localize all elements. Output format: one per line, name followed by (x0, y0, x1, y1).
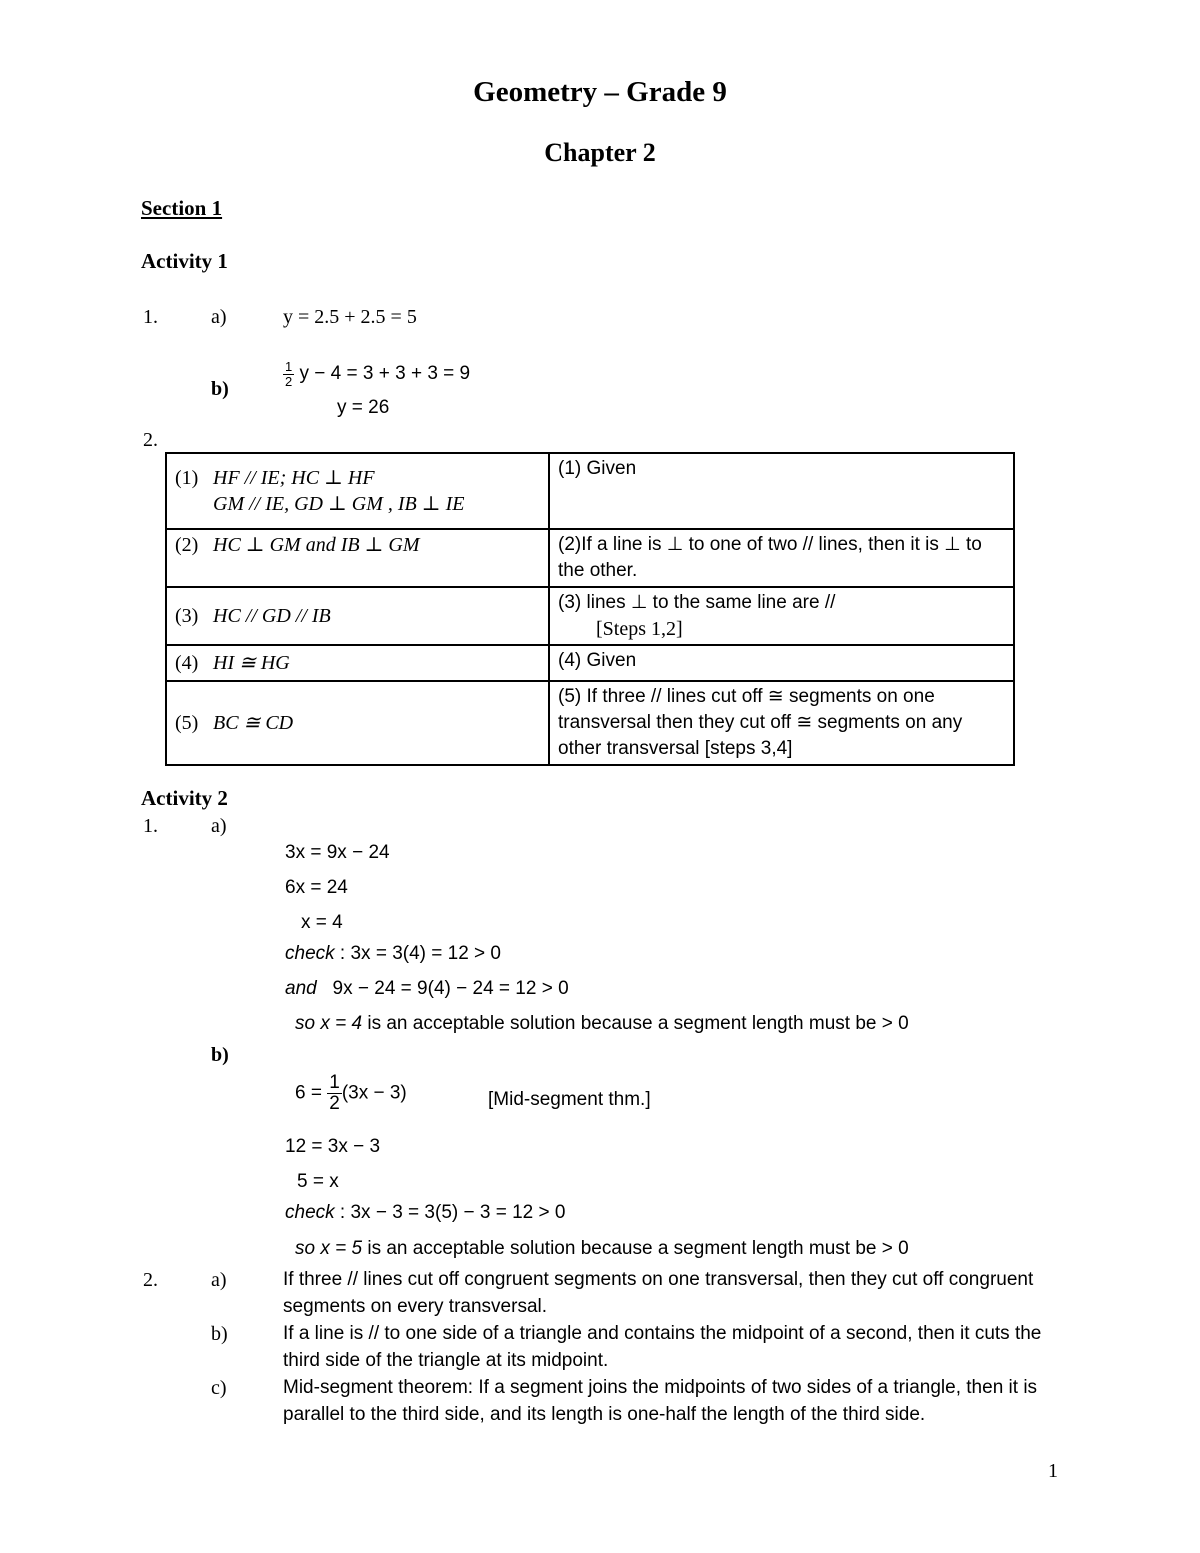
activity1-heading: Activity 1 (141, 249, 228, 273)
a1-q1-b-equation1: $\frac{1}{2}$ y − 4 = 3 + 3 + 3 = 9 (285, 359, 471, 389)
a2-q2-a-label: a) (211, 1269, 227, 1291)
a2-q2-a-text: If three // lines cut off congruent segments on one transversal, then they cut off congruent segments on every transversal. (283, 1269, 1034, 1317)
a2-q2-number: 2. (143, 1269, 158, 1291)
a2-q1-b-line: 12 = 3x − 3 (285, 1136, 381, 1157)
a2-q1-a-label: a) (211, 815, 227, 837)
half-fraction: $\frac{1}{2}$ (329, 1072, 340, 1114)
proof-row (166, 453, 1014, 529)
chapter-title: Chapter 2 (544, 138, 656, 167)
a2-q2-c-text: Mid-segment theorem: If a segment joins the midpoints of two sides of a triangle, then it is parallel to the third side, and its length is one-half the length of the third side. (283, 1377, 1038, 1425)
a1-q1-a-label: a) (211, 306, 227, 328)
activity2-heading: Activity 2 (141, 786, 228, 810)
a2-q1-number: 1. (143, 815, 158, 837)
proof-row (166, 681, 1014, 765)
a2-q2-b-label: b) (211, 1323, 228, 1345)
a2-q1-b-line: 5 = x (297, 1171, 339, 1192)
proof-reason: (5) If three // lines cut off ≅ segments on one transversal then they cut off ≅ segments on any other transversal [steps 3,4] (549, 681, 1014, 765)
a1-q1-b-label: b) (211, 378, 229, 400)
a2-q1-a-check1: check : 3x = 3(4) = 12 > 0 (285, 943, 501, 964)
half-fraction: $\frac{1}{2}$ (285, 359, 293, 389)
page-number: 1 (1048, 1460, 1058, 1482)
a2-q1-a-conclusion: so x = 4 is an acceptable solution because a segment length must be > 0 (295, 1013, 909, 1034)
a2-q2-c-label: c) (211, 1377, 227, 1399)
a1-q1-number: 1. (143, 306, 158, 328)
a2-q1-a-line: x = 4 (301, 912, 343, 933)
a2-q1-b-label: b) (211, 1044, 229, 1066)
a1-q1-a-equation: y = 2.5 + 2.5 = 5 (283, 306, 417, 328)
a2-q1-b-equation: 6 = $\frac{1}{2}$ (3x − 3) (295, 1072, 407, 1114)
proof-row (166, 529, 1014, 587)
a2-q1-a-line: 3x = 9x − 24 (285, 842, 390, 863)
proof-reason: (1) Given (549, 453, 1014, 529)
proof-statement: (2) HC ⊥ GM and IB ⊥ GM (166, 529, 549, 587)
a1-q2-number: 2. (143, 429, 158, 451)
proof-row (166, 645, 1014, 681)
proof-statement: (3) HC // GD // IB (166, 587, 549, 645)
a2-q1-b-reason: [Mid-segment thm.] (488, 1089, 651, 1110)
a2-q1-a-check2: and 9x − 24 = 9(4) − 24 = 12 > 0 (285, 978, 569, 999)
section-heading: Section 1 (141, 196, 223, 220)
proof-row (166, 587, 1014, 645)
a1-q1-b-equation2: y = 26 (337, 397, 390, 418)
page-title: Geometry – Grade 9 (473, 76, 727, 108)
proof-reason: (4) Given (549, 645, 1014, 681)
a2-q1-b-conclusion: so x = 5 is an acceptable solution because a segment length must be > 0 (295, 1238, 909, 1259)
proof-statement: (1) HF // IE; HC ⊥ HF GM // IE, GD ⊥ GM , IB ⊥ IE (166, 453, 549, 529)
proof-table (165, 452, 1015, 766)
a2-q1-a-line: 6x = 24 (285, 877, 348, 898)
proof-statement: (5) BC ≅ CD (166, 681, 549, 765)
proof-statement: (4) HI ≅ HG (166, 645, 549, 681)
proof-reason: (3) lines ⊥ to the same line are // [Steps 1,2] (549, 587, 1014, 645)
a2-q1-b-check: check : 3x − 3 = 3(5) − 3 = 12 > 0 (285, 1202, 566, 1223)
a2-q2-b-text: If a line is // to one side of a triangle and contains the midpoint of a second, then it cuts the third side of the triangle at its midpoint. (283, 1323, 1042, 1371)
proof-reason: (2)If a line is ⊥ to one of two // lines, then it is ⊥ to the other. (549, 529, 1014, 587)
